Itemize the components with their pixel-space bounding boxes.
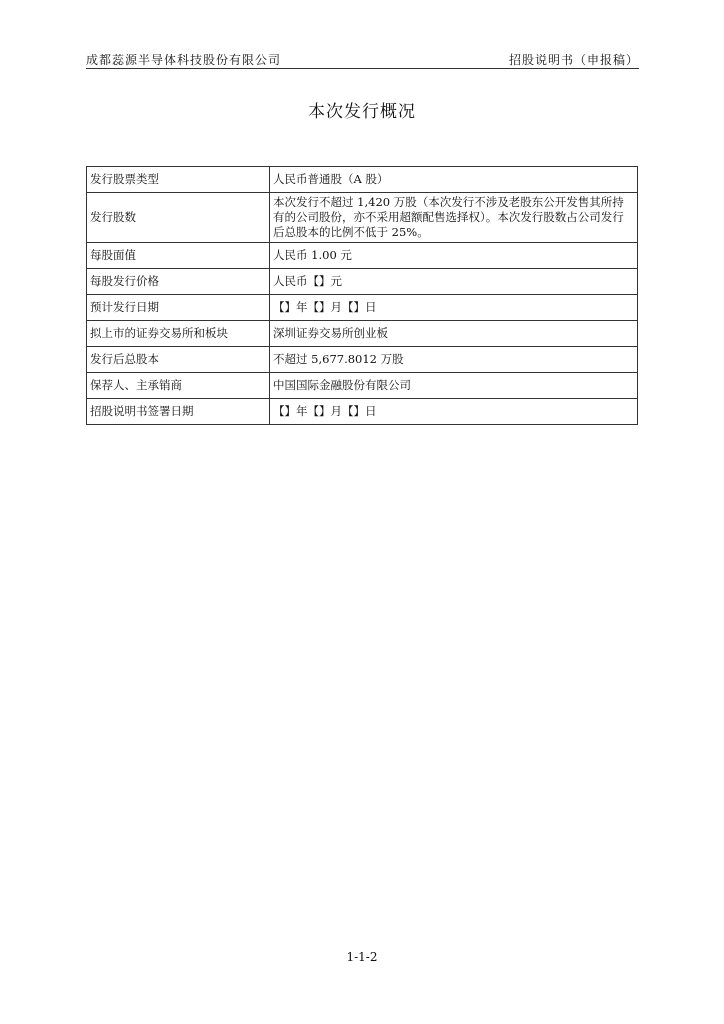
table-row (87, 347, 638, 373)
table-row (87, 399, 638, 425)
row-value: 不超过 5,677.8012 万股 (270, 347, 638, 373)
row-value: 本次发行不超过 1,420 万股（本次发行不涉及老股东公开发售其所持有的公司股份，亦不采用超额配售选择权）。本次发行股数占公司发行后总股本的比例不低于 25%。 (270, 193, 638, 243)
table-row (87, 193, 638, 243)
row-label: 发行后总股本 (87, 347, 270, 373)
row-label: 预计发行日期 (87, 295, 270, 321)
row-label: 每股面值 (87, 243, 270, 269)
row-label: 招股说明书签署日期 (87, 399, 270, 425)
row-value: 中国国际金融股份有限公司 (270, 373, 638, 399)
row-value: 【】年【】月【】日 (270, 399, 638, 425)
page-number: 1-1-2 (346, 950, 378, 964)
document-type: 招股说明书（申报稿） (508, 53, 639, 67)
table-row (87, 243, 638, 269)
table-row (87, 373, 638, 399)
row-value: 深圳证券交易所创业板 (270, 321, 638, 347)
offering-summary-table (86, 166, 638, 425)
row-label: 每股发行价格 (87, 269, 270, 295)
row-label: 发行股票类型 (87, 167, 270, 193)
page-header (86, 48, 639, 69)
row-label: 拟上市的证券交易所和板块 (87, 321, 270, 347)
row-value: 人民币【】元 (270, 269, 638, 295)
row-label: 发行股数 (87, 193, 270, 243)
table-row (87, 167, 638, 193)
company-name: 成都蕊源半导体科技股份有限公司 (86, 53, 282, 67)
row-value: 【】年【】月【】日 (270, 295, 638, 321)
table-row (87, 295, 638, 321)
row-value: 人民币普通股（A 股） (270, 167, 638, 193)
table-row (87, 269, 638, 295)
table-row (87, 321, 638, 347)
row-value: 人民币 1.00 元 (270, 243, 638, 269)
page-title: 本次发行概况 (308, 102, 416, 122)
row-label: 保荐人、主承销商 (87, 373, 270, 399)
